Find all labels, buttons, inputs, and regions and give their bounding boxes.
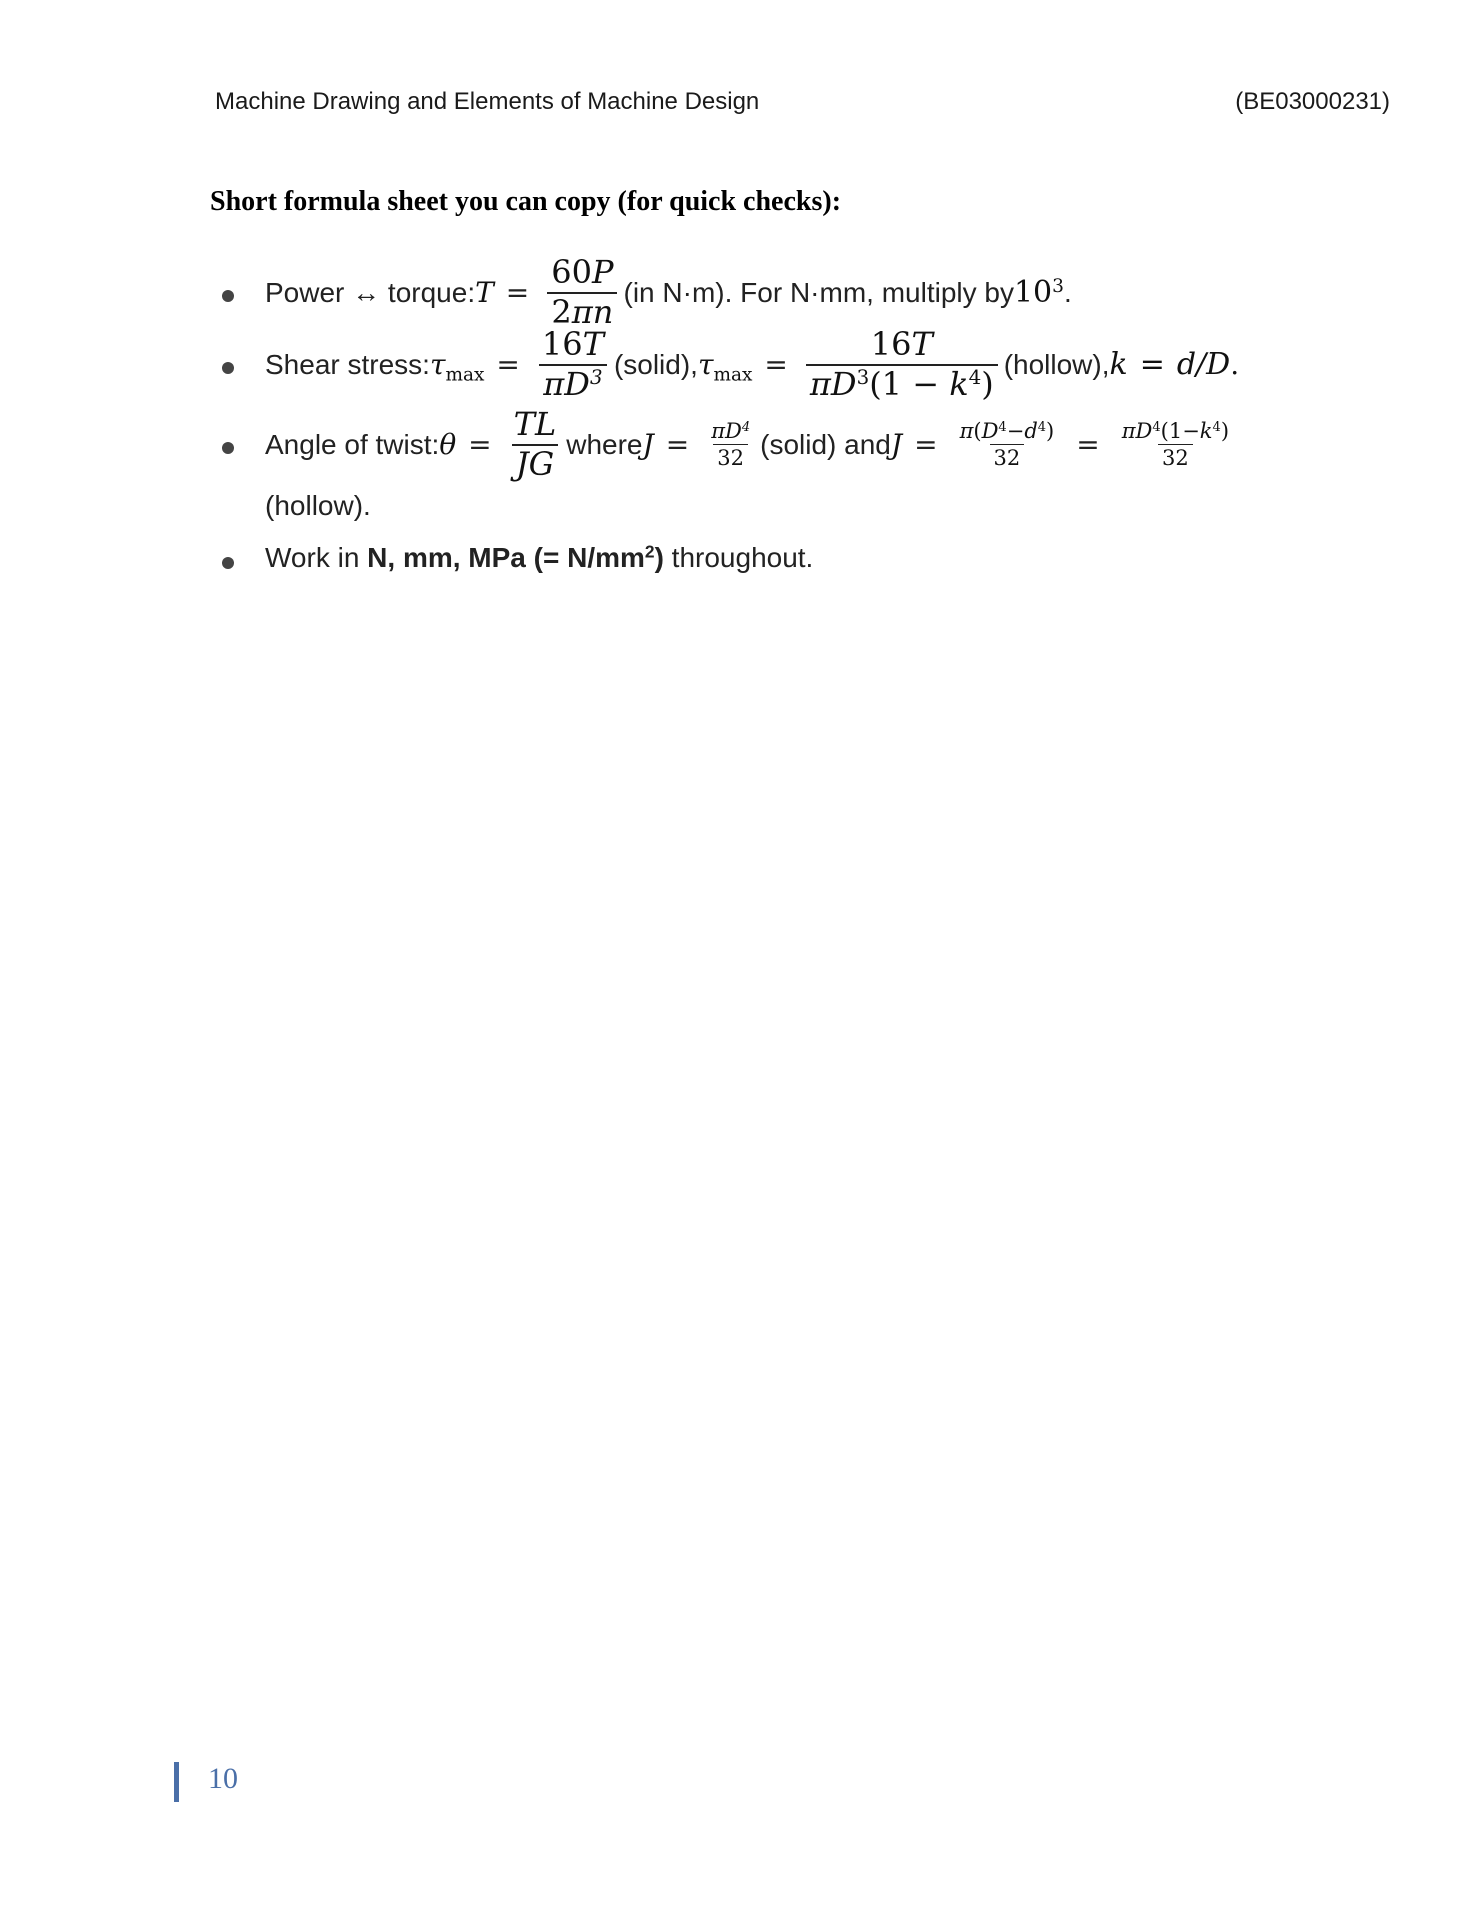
page-number: 10 — [208, 1762, 238, 1795]
item-text: (solid) and — [760, 428, 891, 460]
fraction-denominator: 32 — [990, 444, 1025, 469]
math-symbol: T — [475, 276, 494, 310]
math-equals: = — [496, 348, 520, 382]
section-heading: Short formula sheet you can copy (for quick checks): — [210, 186, 842, 217]
math-equals: = — [468, 428, 492, 462]
item-text: (solid), — [613, 348, 698, 380]
item-text: (hollow). — [265, 490, 371, 521]
math-fraction — [707, 420, 754, 469]
item-label: Angle of twist: — [265, 428, 440, 460]
math-fraction — [956, 420, 1059, 469]
math-fraction — [1118, 420, 1233, 469]
math-equals: = — [914, 428, 938, 462]
math-expression: k = d/D — [1109, 347, 1231, 383]
fraction-denominator: JG — [512, 444, 558, 482]
item-text: throughout. — [663, 542, 814, 573]
fraction-numerator: 16T — [870, 325, 933, 363]
bullet-icon — [222, 290, 234, 302]
math-fraction — [547, 253, 617, 331]
list-item-units — [265, 542, 813, 574]
item-text: (in N·m). For N·mm, multiply by — [623, 276, 1014, 308]
math-fraction — [510, 405, 561, 483]
math-symbol: $\tau_{max}$ — [697, 348, 753, 386]
item-label: Power ↔ torque: — [265, 276, 476, 308]
fraction-denominator: $\pi D^3$ — [539, 364, 606, 402]
fraction-numerator: $\pi(D^4-d^4)$ — [959, 419, 1055, 444]
list-item-continuation — [265, 490, 371, 522]
fraction-denominator: 32 — [1158, 444, 1193, 469]
item-bold-units: N, mm, MPa (= $N/mm^2$) — [367, 541, 664, 573]
math-fraction — [806, 325, 998, 403]
bullet-icon — [222, 442, 234, 454]
item-end: . — [1064, 276, 1072, 308]
header-right: (BE03000231) — [1235, 88, 1390, 115]
list-item-shear-stress: Shear stress: $\tau_{max}$ = $\frac{16T}{\pi D^3}$ (solid), $\tau_{max}$ = $\frac{16T}{\pi D^3(1 - k^4)}$ (hollow), k = d/D . — [265, 325, 1240, 403]
math-symbol: θ — [439, 428, 457, 462]
bullet-icon — [222, 557, 234, 569]
list-item-angle-of-twist — [265, 405, 1239, 483]
fraction-denominator: 32 — [713, 444, 748, 469]
fraction-numerator: $\pi D^4$ — [711, 419, 751, 444]
fraction-numerator: 16T — [541, 325, 604, 363]
item-text: where — [566, 428, 643, 460]
math-equals: = — [665, 428, 690, 462]
fraction-numerator: $\pi D^4(1-k^4)$ — [1121, 419, 1230, 444]
fraction-denominator: $\pi D^3(1 - k^4)$ — [806, 364, 998, 402]
item-label: Shear stress: — [265, 348, 430, 380]
fraction-denominator: 2πn — [547, 292, 617, 330]
math-symbol: J — [642, 428, 654, 462]
math-symbol: J — [890, 428, 903, 462]
math-symbol: $\tau_{max}$ — [429, 348, 485, 386]
math-equals: = — [1076, 428, 1100, 462]
item-text: Work in — [265, 542, 368, 573]
fraction-numerator: TL — [513, 405, 557, 443]
item-text: (hollow), — [1003, 348, 1110, 380]
header-left: Machine Drawing and Elements of Machine Design — [215, 88, 760, 115]
bullet-icon — [222, 362, 234, 374]
page-number-bar — [174, 1762, 179, 1802]
math-power: $10^3$ — [1013, 275, 1064, 311]
fraction-numerator: 60P — [551, 253, 614, 291]
math-fraction — [538, 325, 608, 403]
list-item-power-torque — [265, 253, 1072, 331]
math-equals: = — [505, 276, 530, 310]
math-equals: = — [764, 348, 788, 382]
